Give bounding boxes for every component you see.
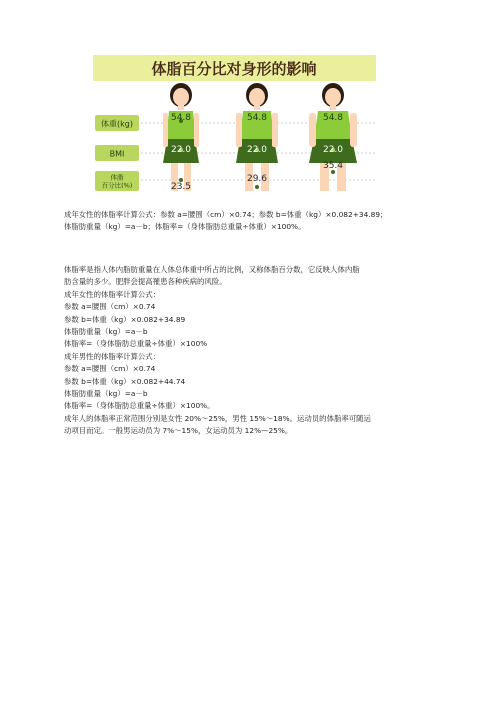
text-line: 成年男性的体脂率计算公式： [64, 351, 161, 361]
text-line: 成年女性的体脂率计算公式：参数 a=腰围（cm）×0.74；参数 b=体重（kg）×0.082+34.89； [64, 210, 388, 219]
bodyfat-value-2: 29.6 [246, 174, 268, 184]
figure-medium [236, 83, 278, 191]
weight-value-3: 54.8 [322, 113, 344, 123]
text-line: 成年人的体脂率正常范围分别是女性 20%～25%，男性 15%～18%。运动员的体脂率可随运 [64, 413, 371, 423]
figure-heavy [309, 83, 357, 191]
bmi-value-1: 22.0 [170, 145, 192, 155]
row-label-weight [95, 115, 139, 131]
body-fat-explanation-paragraph [64, 264, 444, 438]
text-line: 体脂肪重量（kg）=a－b；体脂率=（身体脂肪总重量÷体重）×100%。 [64, 222, 306, 232]
text-line: 参数 b=体重（kg）×0.082+34.89 [64, 314, 186, 324]
row-label-bodyfat [95, 171, 139, 191]
text-line: 体脂肪重量（kg）=a－b [64, 389, 148, 399]
bodyfat-value-1: 23.5 [170, 182, 192, 192]
bmi-value-2: 22.0 [246, 145, 268, 155]
weight-value-2: 54.8 [246, 113, 268, 123]
infographic-title: 体脂百分比对身形的影响 [151, 60, 317, 78]
bodyfat-value-3: 35.4 [322, 161, 344, 171]
body-fat-infographic [93, 55, 376, 200]
figure-slim [163, 83, 199, 192]
svg-text:百分比(%): 百分比(%) [101, 181, 133, 190]
svg-text:BMI: BMI [109, 149, 125, 159]
svg-text:体重(kg): 体重(kg) [101, 119, 133, 129]
text-line: 体脂肪重量（kg）=a－b [64, 327, 148, 337]
text-line: 参数 b=体重（kg）×0.082+44.74 [64, 376, 186, 386]
weight-value-1: 54.8 [170, 113, 192, 123]
text-line: 体脂率是指人体内脂肪重量在人体总体重中所占的比例，又称体脂百分数，它反映人体内脂 [64, 265, 360, 274]
text-line: 参数 a=腰围（cm）×0.74 [64, 364, 156, 374]
text-line: 体脂率=（身体脂肪总重量÷体重）×100%。 [64, 401, 215, 411]
formula-summary-paragraph [64, 209, 444, 234]
text-line: 参数 a=腰围（cm）×0.74 [64, 302, 156, 312]
infographic-svg [93, 55, 376, 200]
text-line: 动项目而定。一般男运动员为 7%～15%，女运动员为 12%—25%。 [64, 426, 293, 436]
bmi-value-3: 22.0 [322, 145, 344, 155]
text-line: 肪含量的多少。肥胖会提高罹患各种疾病的风险。 [64, 277, 227, 287]
svg-text:体脂: 体脂 [110, 173, 124, 182]
row-label-bmi [95, 145, 139, 161]
text-line: 成年女性的体脂率计算公式： [64, 289, 161, 299]
text-line: 体脂率=（身体脂肪总重量÷体重）×100% [64, 339, 208, 349]
